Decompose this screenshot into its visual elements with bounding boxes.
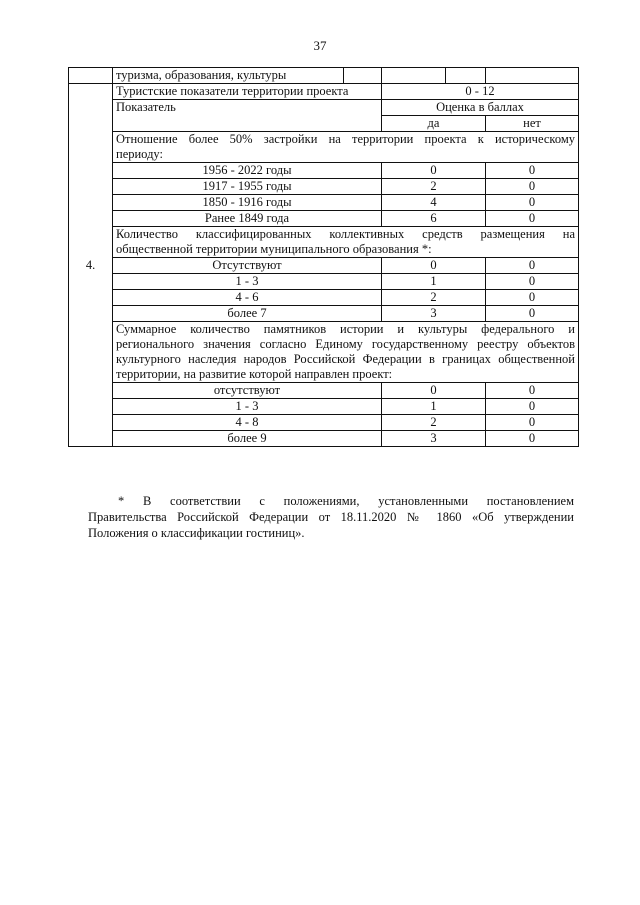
group-heading-line: Отношение более 50% застройки на территории проекта к историческому [116, 132, 575, 146]
group-heading-line: Количество классифицированных коллективных средств размещения на [116, 227, 575, 241]
row-yes: 2 [382, 415, 486, 431]
table-row [69, 179, 579, 195]
table-row [69, 211, 579, 227]
row-label: 1956 - 2022 годы [113, 163, 382, 179]
table-row [69, 383, 579, 399]
row-label: Ранее 1849 года [113, 211, 382, 227]
header-no: нет [486, 116, 579, 132]
table-row [69, 306, 579, 322]
row-yes: 4 [382, 195, 486, 211]
group-heading [113, 227, 579, 258]
row-label: 4 - 8 [113, 415, 382, 431]
table-row [69, 195, 579, 211]
row-label: 1 - 3 [113, 399, 382, 415]
group-heading-row [69, 322, 579, 383]
empty-cell [69, 68, 113, 84]
empty-cell [344, 68, 382, 84]
group-heading-line: регионального значения согласно Единому государственному реестру объектов [116, 337, 575, 351]
row-yes: 0 [382, 163, 486, 179]
row-yes: 1 [382, 399, 486, 415]
table-row [69, 399, 579, 415]
table-row [69, 431, 579, 447]
group-heading-line: территории, на развитие которой направлен проект: [116, 367, 393, 381]
row-yes: 0 [382, 383, 486, 399]
row-label: отсутствуют [113, 383, 382, 399]
row-no: 0 [486, 399, 579, 415]
table-row [69, 274, 579, 290]
row-no: 0 [486, 274, 579, 290]
row-no: 0 [486, 211, 579, 227]
row-no: 0 [486, 163, 579, 179]
table-row-top [69, 68, 579, 84]
group-heading-row [69, 132, 579, 163]
row-no: 0 [486, 290, 579, 306]
group-heading [113, 132, 579, 163]
row-no: 0 [486, 415, 579, 431]
section-row [69, 84, 579, 100]
row-label: 1 - 3 [113, 274, 382, 290]
section-number: 4. [69, 84, 113, 447]
row-label: 1917 - 1955 годы [113, 179, 382, 195]
table-row [69, 290, 579, 306]
row-yes: 0 [382, 258, 486, 274]
section-range: 0 - 12 [382, 84, 579, 100]
table-row [69, 163, 579, 179]
row-label: более 9 [113, 431, 382, 447]
header-score: Оценка в баллах [382, 100, 579, 116]
row-no: 0 [486, 431, 579, 447]
table-row [69, 258, 579, 274]
empty-cell [382, 68, 446, 84]
row-no: 0 [486, 179, 579, 195]
footnote [88, 493, 574, 541]
group-heading-row [69, 227, 579, 258]
empty-cell [486, 68, 579, 84]
row-yes: 3 [382, 431, 486, 447]
row-no: 0 [486, 306, 579, 322]
page-number: 37 [313, 38, 327, 53]
group-heading-line: культурного наследия народов Российской Федерации в границах общественной [116, 352, 575, 366]
row-label: Отсутствуют [113, 258, 382, 274]
row-label: 4 - 6 [113, 290, 382, 306]
header-yes: да [382, 116, 486, 132]
header-indicator: Показатель [113, 100, 382, 132]
footnote-line: * В соответствии с положениями, установленными постановлением [118, 494, 574, 508]
row-yes: 2 [382, 179, 486, 195]
group-heading [113, 322, 579, 383]
row-no: 0 [486, 258, 579, 274]
group-heading-line: Суммарное количество памятников истории и культуры федерального и [116, 322, 575, 336]
footnote-line: Правительства Российской Федерации от 18.11.2020 № 1860 «Об утверждении [88, 510, 574, 524]
row-yes: 2 [382, 290, 486, 306]
header-row [69, 100, 579, 116]
group-heading-line: общественной территории муниципального образования *: [116, 242, 432, 256]
row-yes: 3 [382, 306, 486, 322]
footnote-line: Положения о классификации гостиниц». [88, 526, 305, 540]
row-text: туризма, образования, культуры [113, 68, 344, 84]
row-yes: 1 [382, 274, 486, 290]
group-heading-line: периоду: [116, 147, 163, 161]
row-label: 1850 - 1916 годы [113, 195, 382, 211]
section-title: Туристские показатели территории проекта [113, 84, 382, 100]
scoring-table [68, 67, 579, 447]
row-no: 0 [486, 195, 579, 211]
row-no: 0 [486, 383, 579, 399]
empty-cell [446, 68, 486, 84]
table-row [69, 415, 579, 431]
row-label: более 7 [113, 306, 382, 322]
row-yes: 6 [382, 211, 486, 227]
